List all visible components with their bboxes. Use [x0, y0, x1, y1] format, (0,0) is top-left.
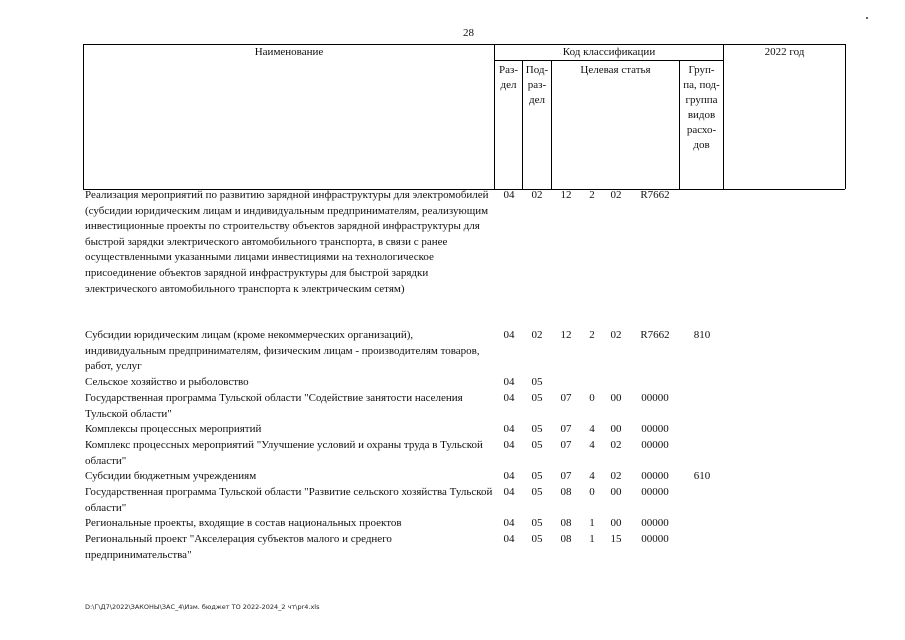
row-cs-program: 07 — [560, 423, 572, 435]
row-podrazdel: 02 — [531, 189, 543, 201]
row-cs-sub: 00 — [610, 392, 622, 404]
scan-speck — [866, 17, 868, 19]
row-podrazdel: 05 — [531, 376, 543, 388]
header-year: 2022 год — [764, 46, 805, 58]
row-name: Субсидии юридическим лицам (кроме некоммерческих организаций), индивидуальным предпринимателям, физическим лицам - производителям товаров, работ, услуг — [85, 329, 480, 373]
row-cs-program: 12 — [560, 329, 572, 341]
header-code: Код классификации — [562, 46, 656, 58]
row-cs-sub: 00 — [610, 486, 622, 498]
row-podrazdel: 05 — [531, 392, 543, 404]
row-cs-type: 4 — [589, 423, 595, 435]
row-cs-type: 1 — [589, 533, 595, 545]
row-name: Комплекс процессных мероприятий "Улучшение условий и охраны труда в Тульской области" — [85, 439, 483, 467]
row-cs-type: 4 — [589, 439, 595, 451]
row-name: Государственная программа Тульской области "Содействие занятости населения Тульской области" — [85, 392, 463, 420]
row-razdel: 04 — [503, 533, 515, 545]
header-border-left — [83, 44, 84, 189]
header-celevaya: Целевая статья — [580, 64, 651, 76]
row-name: Государственная программа Тульской области "Развитие сельского хозяйства Тульской области" — [85, 486, 493, 514]
row-cs-direction: R7662 — [640, 189, 670, 201]
row-vr: 610 — [693, 470, 711, 482]
row-cs-program: 07 — [560, 392, 572, 404]
row-vr: 810 — [693, 329, 711, 341]
header-divider-code — [723, 44, 724, 189]
row-cs-direction: 00000 — [641, 486, 669, 498]
row-cs-direction: R7662 — [640, 329, 670, 341]
row-cs-direction: 00000 — [641, 423, 669, 435]
row-razdel: 04 — [503, 439, 515, 451]
row-name: Региональные проекты, входящие в состав национальных проектов — [85, 517, 402, 529]
row-name: Сельское хозяйство и рыболовство — [85, 376, 249, 388]
row-name: Региональный проект "Акселерация субъектов малого и среднего предпринимательства" — [85, 533, 392, 561]
row-razdel: 04 — [503, 470, 515, 482]
row-cs-type: 1 — [589, 517, 595, 529]
row-name: Субсидии бюджетным учреждениям — [85, 470, 257, 482]
row-razdel: 04 — [503, 329, 515, 341]
row-podrazdel: 05 — [531, 470, 543, 482]
header-divider-podrazdel — [551, 60, 552, 189]
row-podrazdel: 02 — [531, 329, 543, 341]
row-cs-type: 0 — [589, 486, 595, 498]
row-cs-type: 2 — [589, 189, 595, 201]
row-podrazdel: 05 — [531, 533, 543, 545]
row-cs-direction: 00000 — [641, 439, 669, 451]
row-cs-program: 12 — [560, 189, 572, 201]
header-razdel: Раз- дел — [498, 64, 518, 91]
row-podrazdel: 05 — [531, 517, 543, 529]
row-razdel: 04 — [503, 376, 515, 388]
header-name: Наименование — [254, 46, 324, 58]
row-razdel: 04 — [503, 189, 515, 201]
row-cs-sub: 15 — [610, 533, 622, 545]
row-cs-direction: 00000 — [641, 517, 669, 529]
row-razdel: 04 — [503, 392, 515, 404]
row-cs-program: 08 — [560, 486, 572, 498]
row-podrazdel: 05 — [531, 439, 543, 451]
row-cs-sub: 02 — [610, 470, 622, 482]
row-cs-sub: 02 — [610, 439, 622, 451]
row-cs-type: 4 — [589, 470, 595, 482]
header-podrazdel: Под- раз- дел — [525, 64, 549, 106]
row-razdel: 04 — [503, 423, 515, 435]
row-cs-program: 07 — [560, 439, 572, 451]
row-cs-direction: 00000 — [641, 470, 669, 482]
row-cs-sub: 00 — [610, 423, 622, 435]
header-subline — [494, 60, 723, 61]
row-cs-program: 07 — [560, 470, 572, 482]
row-podrazdel: 05 — [531, 486, 543, 498]
row-cs-sub: 00 — [610, 517, 622, 529]
row-razdel: 04 — [503, 486, 515, 498]
header-gruppa: Груп- па, под- группа видов расхо- дов — [683, 64, 720, 151]
page-number: 28 — [463, 27, 474, 39]
row-cs-type: 0 — [589, 392, 595, 404]
row-cs-program: 08 — [560, 533, 572, 545]
row-name: Комплексы процессных мероприятий — [85, 423, 262, 435]
header-border-right — [845, 44, 846, 189]
row-cs-sub: 02 — [610, 189, 622, 201]
row-cs-direction: 00000 — [641, 533, 669, 545]
row-cs-type: 2 — [589, 329, 595, 341]
row-razdel: 04 — [503, 517, 515, 529]
row-cs-direction: 00000 — [641, 392, 669, 404]
row-cs-sub: 02 — [610, 329, 622, 341]
row-podrazdel: 05 — [531, 423, 543, 435]
footer-file-path: D:\Г\Д7\2022\ЗАКОНЫ\ЗАС_4\Изм. бюджет ТО 2022-2024_2 чт\pr4.xls — [85, 603, 320, 611]
row-name: Реализация мероприятий по развитию зарядной инфраструктуры для электромобилей (субсидии юридическим лицам и индивидуальным предпринимателям, реализующим инвестиционные проекты по строительству объектов зарядной инфраструктуры для быстрой зарядки электрического автомобильного транспорта, в связи с ранее осуществленными указанными лицами инвестициями на технологическое присоединение объектов зарядной инфраструктуры для быстрой зарядки электрического автомобильного транспорта к электрическим сетям) — [85, 189, 489, 295]
header-frame — [83, 44, 845, 190]
row-cs-program: 08 — [560, 517, 572, 529]
